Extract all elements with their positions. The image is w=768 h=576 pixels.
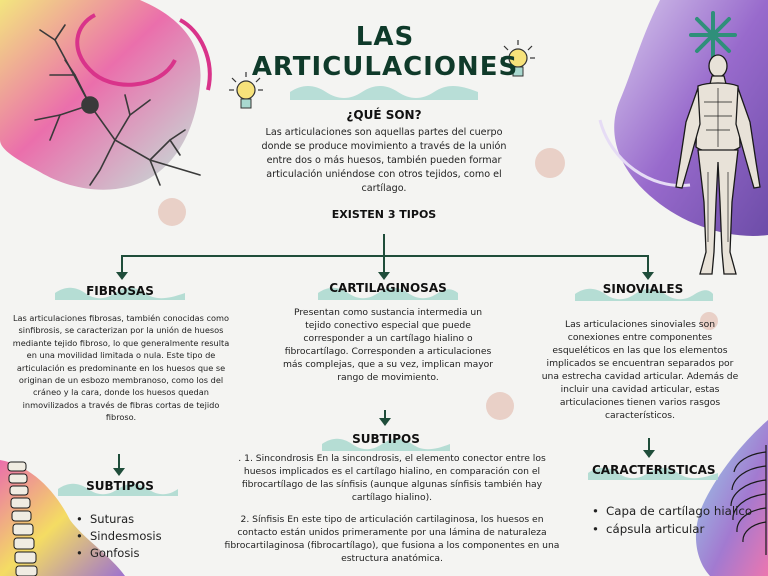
arrow-head <box>379 418 391 426</box>
intro-text: Las articulaciones son aquellas partes del cuerpo donde se produce movimiento a través de la unión entre dos o más huesos, también pueden formar articulación uniéndose con otros tejidos, como el cartílago. <box>261 127 507 194</box>
list-item: • Gonfosis <box>76 545 196 562</box>
list-item: • Sindesmosis <box>76 528 196 545</box>
decor-dot <box>158 198 186 226</box>
arrow-head <box>643 450 655 458</box>
arrow-head <box>116 272 128 280</box>
cartilaginosas-subtypes-heading: SUBTIPOS <box>352 432 420 446</box>
neuron-illustration <box>20 20 220 195</box>
fibrosas-subtypes-list <box>76 511 196 562</box>
cartilaginosas-heading: CARTILAGINOSAS <box>329 281 447 295</box>
cartilaginosas-subtype-1: . 1. Sincondrosis En la sincondrosis, el elemento conector entre los huesos implicados es el cartílago hialino, en comparación con el fibrocartílago de las sínfisis (aunque algunas sínfisis también hay cartílago hialino). <box>238 453 546 503</box>
arrow-head <box>113 468 125 476</box>
spine-illustration <box>0 460 40 576</box>
ribcage-illustration <box>728 440 768 560</box>
sinoviales-features-list <box>592 502 762 538</box>
page-title-line-2: ARTICULACIONES <box>251 52 519 82</box>
intro-question: ¿QUÉ SON? <box>346 108 422 122</box>
human-anatomy-figure <box>668 52 768 282</box>
list-item: • Suturas <box>76 511 196 528</box>
page-title-line-1: LAS <box>355 22 415 52</box>
sinoviales-text: Las articulaciones sinoviales son conexiones entre componentes esqueléticos en las que los elementos implicados se encuentran separados por una estrecha cavidad articular. Además de incluir una cavidad articular, estas articulaciones tienen varios rasgos característicos. <box>541 319 739 421</box>
decor-dot <box>486 392 514 420</box>
types-heading: EXISTEN 3 TIPOS <box>331 208 437 221</box>
connector-line <box>383 234 385 256</box>
fibrosas-text: Las articulaciones fibrosas, también conocidas como sinfibrosis, se caracterizan por la unión de huesos mediante tejido fibroso, lo que generalmente resulta en una movilidad limitada o nula. Este tipo de articulación es predominante en los huesos que se originan de un esbozo membranoso, como los del cráneo y la cara, donde los huesos quedan inmovilizados a través de fibras cortas de tejido fibroso. <box>12 313 230 423</box>
arrow-head <box>642 272 654 280</box>
decor-dot <box>535 148 565 178</box>
arrow-head <box>378 272 390 280</box>
cartilaginosas-subtype-2: 2. Sínfisis En este tipo de articulación cartilaginosa, los huesos en contacto están unidos primeramente por una lámina de naturaleza fibrocartilaginosa (fibrocartílago), que fusiona a los componentes en una estructura anatómica. <box>224 514 560 564</box>
sinoviales-heading: SINOVIALES <box>602 282 684 296</box>
fibrosas-heading: FIBROSAS <box>86 284 154 298</box>
fibrosas-subtypes-heading: SUBTIPOS <box>86 479 154 493</box>
title-ribbon <box>290 84 478 100</box>
cartilaginosas-text: Presentan como sustancia intermedia un tejido conectivo especial que puede corresponder a un cartílago hialino o fibrocartílago. Corresponden a articulaciones más complejas, que a su vez, implican mayor rango de movimiento. <box>282 307 494 383</box>
sinoviales-features-heading: CARACTERISTICAS <box>592 463 716 477</box>
list-item: • Capa de cartílago hialico <box>592 502 762 520</box>
list-item: • cápsula articular <box>592 520 762 538</box>
